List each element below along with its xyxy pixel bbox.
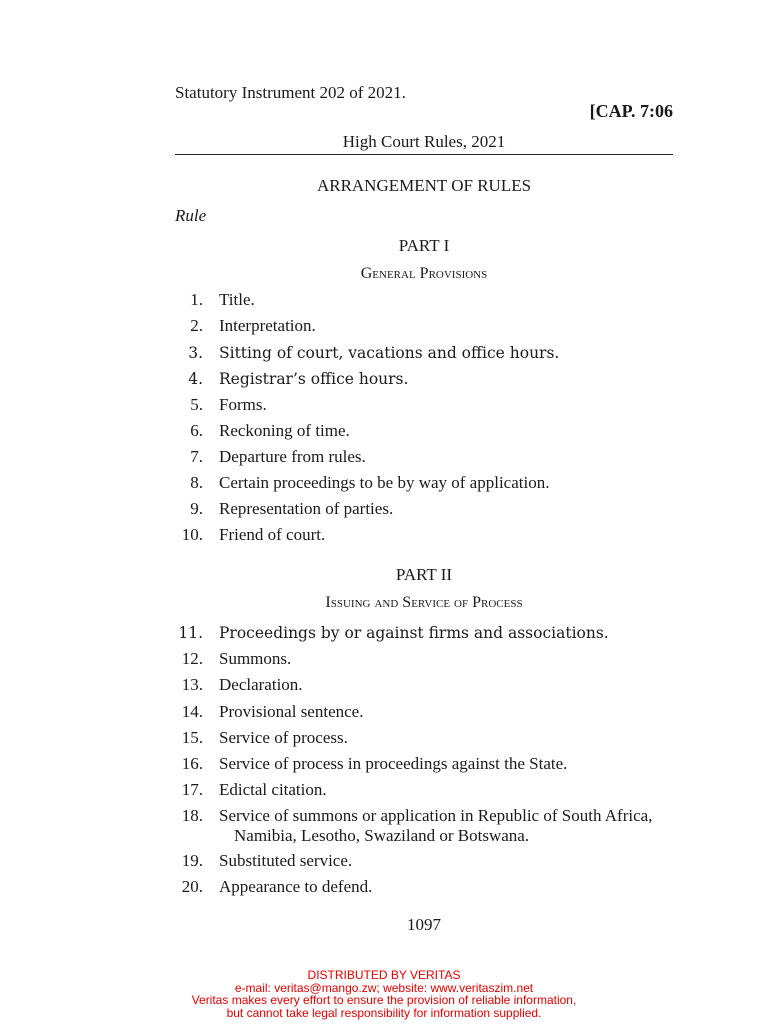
rule-title: Forms. xyxy=(219,395,267,414)
rule-number: 10. xyxy=(181,525,203,544)
rule-number: 13. xyxy=(181,675,203,694)
part-1-heading: General Provisions xyxy=(360,265,488,282)
rule-number: 16. xyxy=(181,754,203,773)
rule-title: Provisional sentence. xyxy=(219,702,364,721)
rule-title: Summons. xyxy=(219,649,292,668)
rule-title: Declaration. xyxy=(219,675,303,694)
rule-column-label: Rule xyxy=(175,206,207,225)
footer-distributor: DISTRIBUTED BY VERITAS xyxy=(307,968,461,982)
rule-title: Appearance to defend. xyxy=(219,877,373,896)
rule-number: 6. xyxy=(190,421,203,440)
rule-title: Representation of parties. xyxy=(219,499,394,518)
distribution-footer xyxy=(0,969,768,1019)
rule-number: 18. xyxy=(181,806,203,825)
footer-contact: e-mail: veritas@mango.zw; website: www.veritaszim.net xyxy=(234,980,534,995)
rule-title: Departure from rules. xyxy=(219,447,366,466)
rule-title: Registrar’s office hours. xyxy=(219,370,409,388)
rule-number: 20. xyxy=(181,877,203,896)
instrument-reference: Statutory Instrument 202 of 2021. xyxy=(175,83,406,102)
rule-number: 8. xyxy=(190,473,203,492)
rule-number: 14. xyxy=(181,702,203,721)
rule-title: Friend of court. xyxy=(219,525,326,544)
page-number: 1097 xyxy=(407,915,441,934)
rule-title: Sitting of court, vacations and office hours. xyxy=(219,344,560,362)
footer-disclaimer-1: Veritas makes every effort to ensure the provision of reliable information, xyxy=(191,993,577,1007)
rule-number: 5. xyxy=(190,395,203,414)
footer-disclaimer-2: but cannot take legal responsibility for information supplied. xyxy=(226,1005,542,1020)
rule-number: 9. xyxy=(190,499,203,518)
rule-number: 1. xyxy=(190,290,203,309)
rule-title: Service of process in proceedings against the State. xyxy=(219,754,568,773)
rule-number: 2. xyxy=(190,316,203,335)
rule-item xyxy=(175,806,685,846)
rule-number: 4. xyxy=(188,370,203,388)
chapter-reference: [CAP. 7:06 xyxy=(589,101,673,121)
rule-title: Edictal citation. xyxy=(219,780,327,799)
rule-title: Interpretation. xyxy=(219,316,316,335)
rule-title: Service of summons or application in Republic of South Africa, xyxy=(219,806,653,825)
part-2-label: PART II xyxy=(395,565,453,584)
rule-number: 19. xyxy=(181,851,203,870)
rule-title: Reckoning of time. xyxy=(219,421,350,440)
rule-number: 15. xyxy=(181,728,203,747)
rule-title: Title. xyxy=(219,290,255,309)
document-title: High Court Rules, 2021 xyxy=(342,132,506,151)
rule-title: Proceedings by or against firms and associations. xyxy=(219,624,609,642)
rule-title-continuation: Namibia, Lesotho, Swaziland or Botswana. xyxy=(234,826,530,845)
rule-number: 3. xyxy=(188,344,203,362)
rule-number: 17. xyxy=(181,780,203,799)
arrangement-heading: ARRANGEMENT OF RULES xyxy=(316,176,532,195)
rule-title: Substituted service. xyxy=(219,851,353,870)
part-1-label: PART I xyxy=(398,236,450,255)
part-2-heading: Issuing and Service of Process xyxy=(325,594,523,611)
title-divider xyxy=(175,154,673,155)
rule-title: Service of process. xyxy=(219,728,348,747)
rule-number: 12. xyxy=(181,649,203,668)
rule-number: 11. xyxy=(178,624,203,642)
rule-number: 7. xyxy=(190,447,203,466)
rule-title: Certain proceedings to be by way of application. xyxy=(219,473,550,492)
